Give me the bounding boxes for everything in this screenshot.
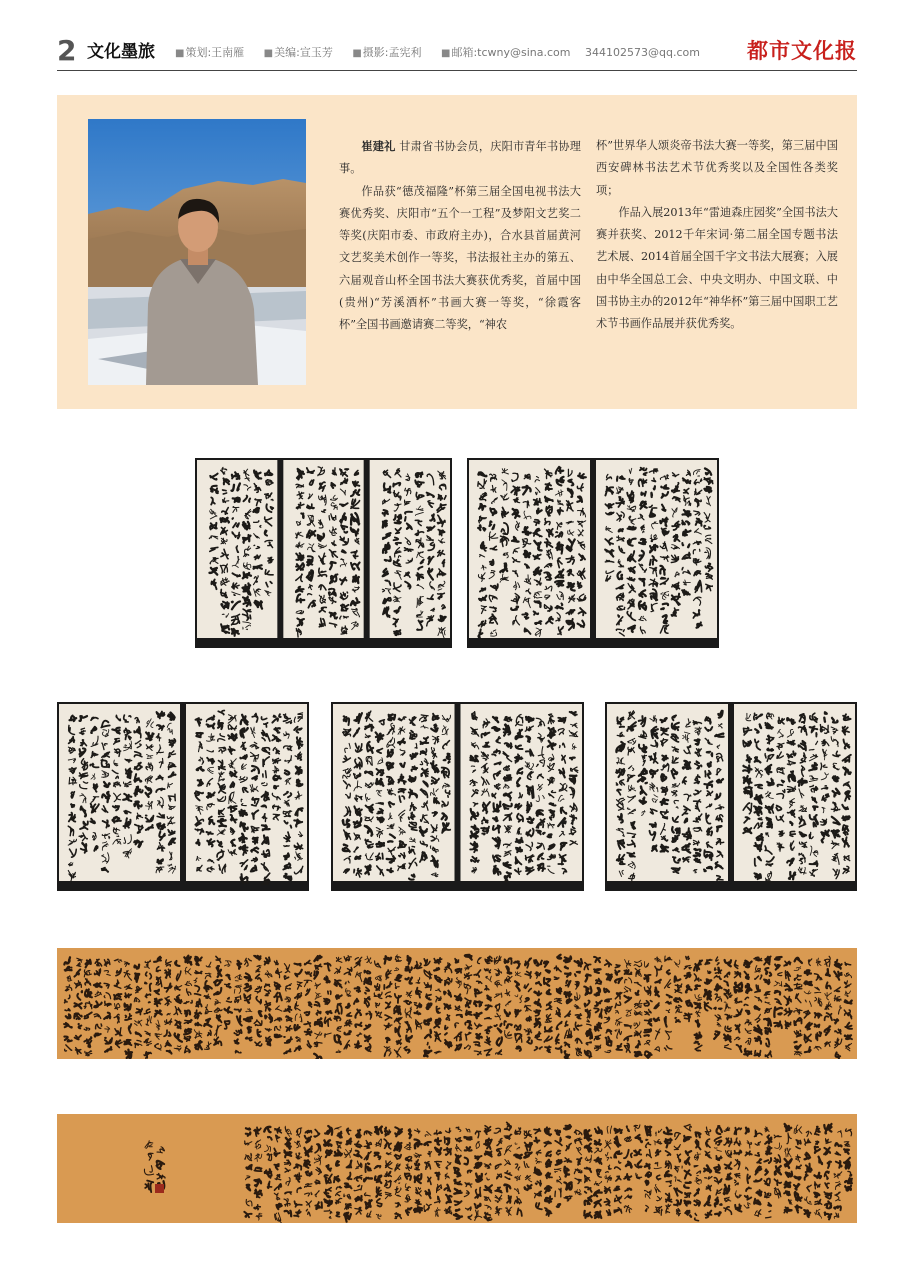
page-header xyxy=(57,34,857,71)
bio-column-right xyxy=(596,135,838,336)
calligraphy-scroll-1 xyxy=(57,948,857,1059)
artist-profile-box xyxy=(57,95,857,409)
calligraphy-work-3 xyxy=(57,702,309,891)
credit-qq-email: 344102573@qq.com xyxy=(585,46,700,59)
credit-email: ■ 邮箱:tcwny@sina.com xyxy=(441,46,571,59)
artist-name: 崔建礼 xyxy=(361,139,396,153)
credit-editor: ■ 美编:宣玉芳 xyxy=(264,46,333,59)
artist-intro: 甘肃省书协会员，庆阳市青年书协理事。 xyxy=(339,140,581,176)
page-number: 2 xyxy=(57,34,77,67)
calligraphy-work-1 xyxy=(195,458,452,648)
credit-planner: ■ 策划:王南雁 xyxy=(175,46,244,59)
bio-column-left xyxy=(339,135,581,337)
bio-awards: 作品获“德茂福隆”杯第三届全国电视书法大赛优秀奖、庆阳市“五个一工程”及梦阳文艺奖二等奖(庆阳市委、市政府主办)，合水县首届黄河文艺奖美术创作一等奖，书法报社主办的第五、六届观音山杯全国书法大赛获优秀奖，首届中国(贵州)“芳溪酒杯”书画大赛一等奖，“徐霞客杯”全国书画邀请赛二等奖，“神农 xyxy=(339,184,581,332)
section-title: 文化墨旅 xyxy=(87,42,155,62)
newspaper-logo: 都市文化报 xyxy=(747,38,857,63)
bio-exhibitions: 作品入展2013年“雷迪森庄园奖”全国书法大赛并获奖、2012千年宋词·第二届全国专题书法艺术展、2014首届全国千字文书法大展赛；入展由中华全国总工会、中央文明办、中国文联、中国书协主办的2012年“神华杯”第三届中国职工艺术节书画作品展并获优秀奖。 xyxy=(596,205,838,331)
bio-awards-continued: 杯”世界华人颂炎帝书法大赛一等奖，第三届中国西安碑林书法艺术节优秀奖以及全国性各类奖项； xyxy=(596,139,838,197)
calligraphy-work-4 xyxy=(331,702,584,891)
artist-photo xyxy=(88,119,306,385)
calligraphy-work-2 xyxy=(467,458,719,648)
credits-bar xyxy=(175,45,716,62)
calligraphy-scroll-2 xyxy=(57,1114,857,1223)
credit-photographer: ■ 摄影:孟宪利 xyxy=(352,46,421,59)
calligraphy-work-5 xyxy=(605,702,857,891)
